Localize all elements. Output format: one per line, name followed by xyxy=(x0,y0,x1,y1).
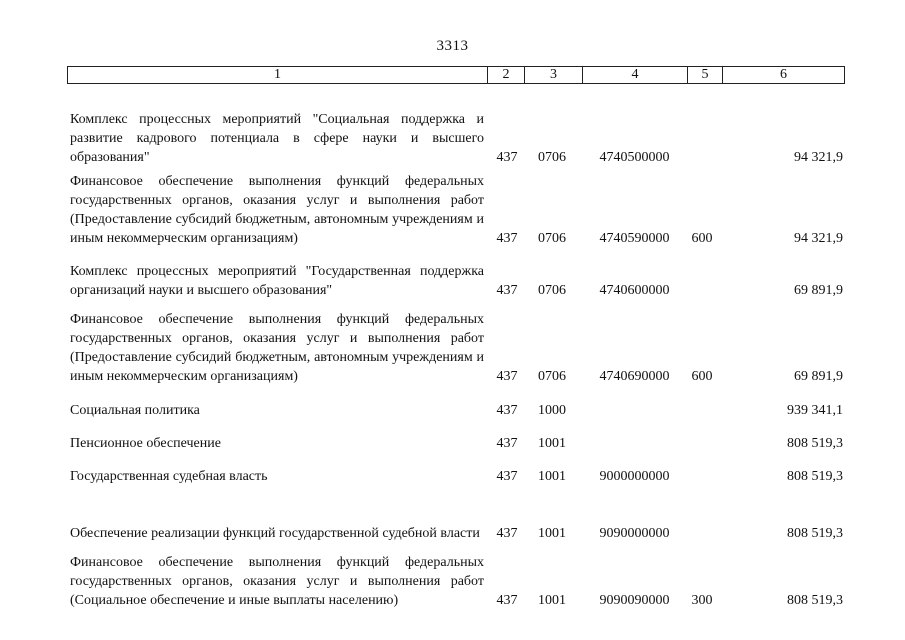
table-row xyxy=(67,248,845,300)
row-target-code: 4740500000 xyxy=(599,150,670,165)
page-number: 3313 xyxy=(436,38,469,54)
header-col-1: 1 xyxy=(274,67,281,82)
row-admin-code: 437 xyxy=(496,593,518,608)
row-section-code: 1000 xyxy=(538,403,566,418)
row-section-code: 0706 xyxy=(538,231,566,246)
row-section-code: 0706 xyxy=(538,150,566,165)
row-name: Государственная судебная власть xyxy=(70,469,268,484)
row-section-code: 1001 xyxy=(538,436,566,451)
header-col-4: 4 xyxy=(582,67,687,83)
row-target-code: 4740590000 xyxy=(599,231,670,246)
row-target-code: 4740690000 xyxy=(599,369,670,384)
row-name: Финансовое обеспечение выполнения функций федеральных государственных органов, оказания услуг и выполнения работ (Предоставление субсидий бюджетным, автономным учреждениям и иным некоммерческим организациям) xyxy=(70,174,484,246)
row-name: Пенсионное обеспечение xyxy=(70,436,221,451)
row-name: Финансовое обеспечение выполнения функций федеральных государственных органов, оказания услуг и выполнения работ (Предоставление субсидий бюджетным, автономным учреждениям и иным некоммерческим организациям) xyxy=(70,312,484,384)
row-expense-type: 300 xyxy=(691,593,713,608)
table-row xyxy=(67,486,845,543)
row-section-code: 0706 xyxy=(538,283,566,298)
row-section-code: 0706 xyxy=(538,369,566,384)
row-amount: 69 891,9 xyxy=(794,283,843,298)
row-section-code: 1001 xyxy=(538,593,566,608)
row-admin-code: 437 xyxy=(496,526,518,541)
row-amount: 808 519,3 xyxy=(787,526,843,541)
header-col-2: 2 xyxy=(487,67,524,83)
header-col-3: 3 xyxy=(524,67,582,83)
table-header xyxy=(67,66,845,84)
table-row xyxy=(67,453,845,486)
row-name: Комплекс процессных мероприятий "Социальная поддержка и развитие кадрового потенциала в сфере науки и высшего образования" xyxy=(70,112,484,165)
row-amount: 808 519,3 xyxy=(787,593,843,608)
row-amount: 808 519,3 xyxy=(787,469,843,484)
row-admin-code: 437 xyxy=(496,469,518,484)
row-amount: 94 321,9 xyxy=(794,150,843,165)
table-row xyxy=(67,300,845,386)
header-col-6: 6 xyxy=(722,67,844,83)
row-admin-code: 437 xyxy=(496,403,518,418)
row-name: Комплекс процессных мероприятий "Государственная поддержка организаций науки и высшего образования" xyxy=(70,264,484,298)
row-amount: 94 321,9 xyxy=(794,231,843,246)
row-expense-type: 600 xyxy=(691,369,713,384)
row-name: Обеспечение реализации функций государственной судебной власти xyxy=(70,526,480,541)
row-admin-code: 437 xyxy=(496,436,518,451)
table-row xyxy=(67,167,845,248)
row-name: Социальная политика xyxy=(70,403,200,418)
row-target-code: 9000000000 xyxy=(599,469,670,484)
row-target-code: 4740600000 xyxy=(599,283,670,298)
row-section-code: 1001 xyxy=(538,526,566,541)
row-expense-type: 600 xyxy=(691,231,713,246)
row-target-code: 9090000000 xyxy=(599,526,670,541)
table-row xyxy=(67,420,845,453)
row-amount: 69 891,9 xyxy=(794,369,843,384)
row-amount: 808 519,3 xyxy=(787,436,843,451)
row-admin-code: 437 xyxy=(496,231,518,246)
table-row xyxy=(67,91,845,167)
row-section-code: 1001 xyxy=(538,469,566,484)
row-name: Финансовое обеспечение выполнения функций федеральных государственных органов, оказания услуг и выполнения работ (Социальное обеспечение и иные выплаты населению) xyxy=(70,555,484,608)
table-row xyxy=(67,543,845,610)
row-admin-code: 437 xyxy=(496,150,518,165)
table-row xyxy=(67,386,845,420)
table-body xyxy=(67,91,845,610)
header-col-5: 5 xyxy=(687,67,722,83)
row-admin-code: 437 xyxy=(496,283,518,298)
row-amount: 939 341,1 xyxy=(787,403,843,418)
row-target-code: 9090090000 xyxy=(599,593,670,608)
row-admin-code: 437 xyxy=(496,369,518,384)
